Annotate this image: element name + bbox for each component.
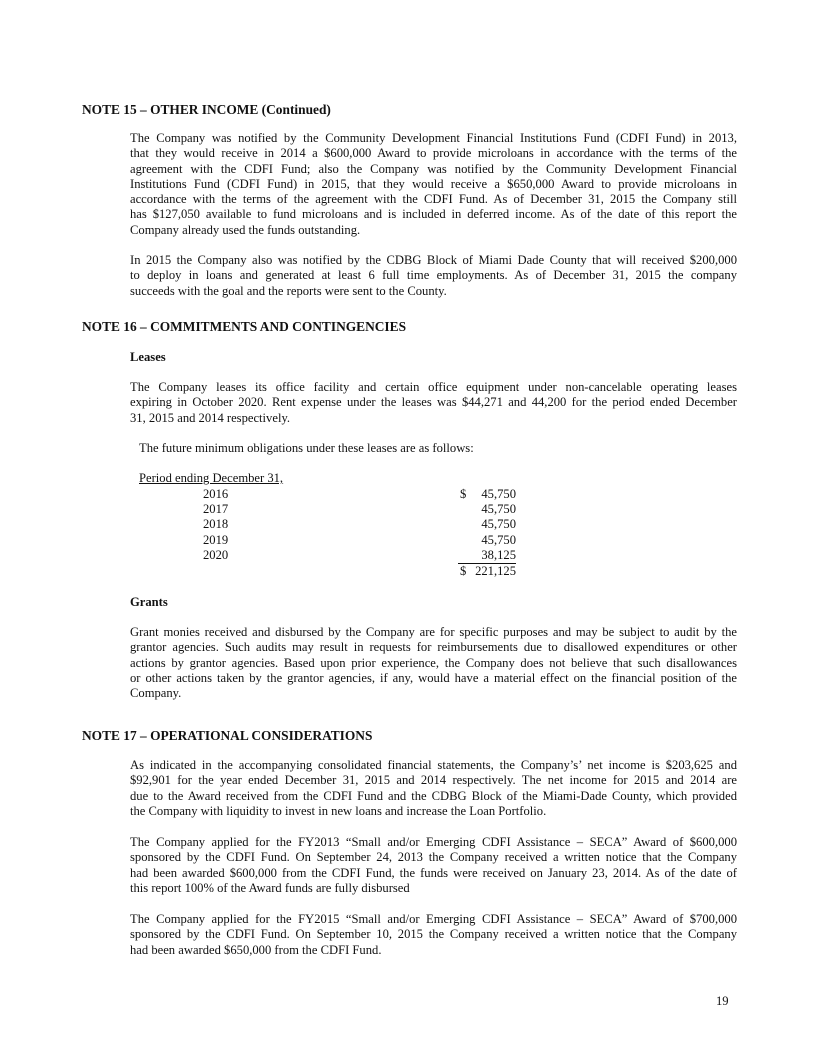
obligations-intro: The future minimum obligations under these leases are as follows: [139,441,474,455]
amount-cell: 45,750 [481,533,516,547]
text-line: has $127,050 available to fund microloans and is included in deferred income. As of the date of this report the [130,207,737,222]
text-line: The Company was notified by the Community Development Financial Institutions Fund (CDFI Fund) in 2013, [130,131,737,145]
text-line: In 2015 the Company also was notified by the CDBG Block of Miami Dade County that will received $200,000 [130,253,737,267]
amount-cell: 45,750 [481,487,516,501]
note-15-paragraph-1 [130,131,737,238]
text-line: The Company leases its office facility and certain office equipment under non-cancelable operating leases [130,380,737,394]
amount-cell: 38,125 [481,548,516,562]
text-line: had been awarded $600,000 from the CDFI Fund, the funds were received on January 23, 2014. As of the date of [130,865,737,880]
currency-symbol: $ [460,564,467,578]
note-15-paragraph-2 [130,253,737,299]
note-16-heading: NOTE 16 – COMMITMENTS AND CONTINGENCIES [82,319,407,334]
year-cell: 2019 [203,533,229,547]
note-17-paragraph-1 [130,758,737,819]
text-line: sponsored by the CDFI Fund. On September 24, 2013 the Company received a written notice that the Company [130,850,737,865]
text-line: due to the Award received from the CDFI Fund and the CDBG Block of the Miami-Dade County, which provided [130,788,737,803]
text-line: the Company with liquidity to invest in new loans and increase the Loan Portfolio. [130,803,547,818]
text-line: accordance with the terms of the agreement with the CDFI Fund. As of December 31, 2015 the Company still [130,192,737,207]
year-cell: 2017 [203,502,229,516]
text-line: this report 100% of the Award funds are fully disbursed [130,880,410,895]
text-line: succeeds with the goal and the reports were sent to the County. [130,283,447,298]
text-line: Institutions Fund (CDFI Fund) in 2015, that they would receive a $650,000 Award to provide microloans in [130,176,737,191]
text-line: agreement with the CDFI Fund; also the Company was notified by the Community Development Financial [130,161,737,176]
text-line: actions by grantor agencies. Based upon prior experience, the Company does not believe that such disallowances [130,655,737,670]
page-number: 19 [716,994,729,1008]
text-line: 31, 2015 and 2014 respectively. [130,410,291,425]
text-line: As indicated in the accompanying consolidated financial statements, the Company’s’ net income is $203,625 and [130,758,737,772]
grants-subheading: Grants [130,595,168,609]
text-line: The Company applied for the FY2013 “Small and/or Emerging CDFI Assistance – SECA” Award of $600,000 [130,835,737,849]
leases-subheading: Leases [130,350,166,364]
note-17-paragraph-2 [130,835,737,896]
note-17-heading: NOTE 17 – OPERATIONAL CONSIDERATIONS [82,728,373,743]
text-line: had been awarded $650,000 from the CDFI Fund. [130,942,382,957]
grants-paragraph [130,625,737,701]
total-cell: 221,125 [475,564,516,578]
year-cell: 2016 [203,487,229,501]
text-line: expiring in October 2020. Rent expense under the leases was $44,271 and 44,200 for the period ended December [130,395,737,410]
year-cell: 2018 [203,517,229,531]
text-line: $92,901 for the year ended December 31, 2015 and 2014 respectively. The net income for 2015 and 2014 are [130,773,737,788]
text-line: that they would receive in 2014 a $600,000 Award to provide microloans in accordance with the terms of the [130,146,737,161]
text-line: sponsored by the CDFI Fund. On September 10, 2015 the Company received a written notice that the Company [130,927,737,942]
amount-cell: 45,750 [481,517,516,531]
text-line: Grant monies received and disbursed by the Company are for specific purposes and may be subject to audit by the [130,625,737,639]
currency-symbol: $ [460,487,467,501]
text-line: or other actions taken by the grantor agencies, if any, would have a material effect on the financial position of the [130,670,737,685]
note-15-heading: NOTE 15 – OTHER INCOME (Continued) [82,102,331,117]
text-line: The Company applied for the FY2015 “Small and/or Emerging CDFI Assistance – SECA” Award of $700,000 [130,912,737,926]
text-line: Company. [130,686,182,701]
amount-cell: 45,750 [481,502,516,516]
leases-paragraph [130,380,737,426]
note-17-paragraph-3 [130,912,737,958]
text-line: to deploy in loans and generated at least 6 full time employments. As of December 31, 2015 the company [130,268,737,283]
text-line: Company already used the funds outstanding. [130,222,361,237]
table-header: Period ending December 31, [139,471,284,485]
year-cell: 2020 [203,548,229,562]
text-line: grantor agencies. Such audits may result in requests for reimbursements due to disallowed expenditures or other [130,640,737,655]
